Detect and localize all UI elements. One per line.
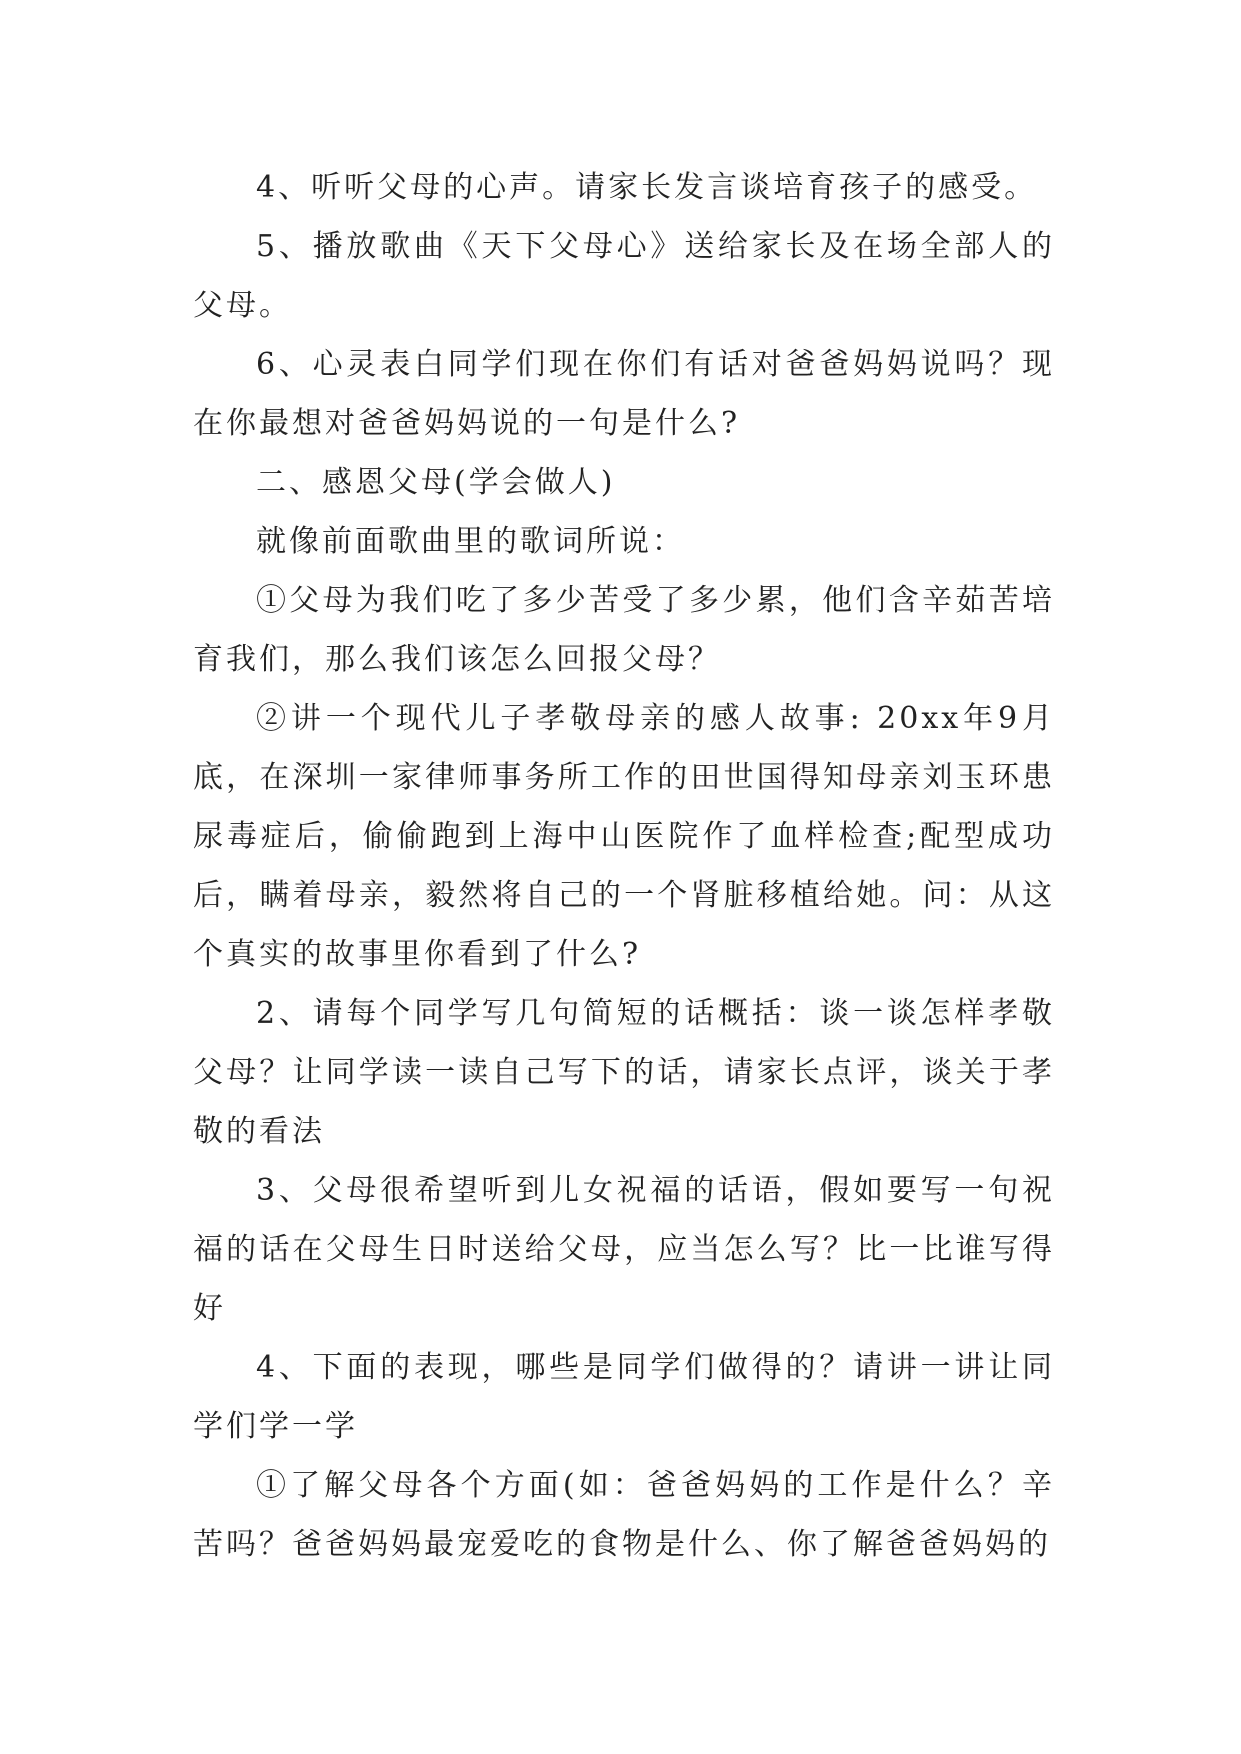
paragraph-item-1-repay-parents: ①父母为我们吃了多少苦受了多少累，他们含辛茹苦培育我们，那么我们该怎么回报父母？ xyxy=(193,583,1055,677)
paragraph-write-sentences: 2、请每个同学写几句简短的话概括：谈一谈怎样孝敬父母？让同学读一读自己写下的话，请家长点评，谈关于孝敬的看法 xyxy=(193,996,1055,1149)
paragraph-item-2-filial-story: ②讲一个现代儿子孝敬母亲的感人故事: 20xx年9月底，在深圳一家律师事务所工作的田世国得知母亲刘玉环患尿毒症后，偷偷跑到上海中山医院作了血样检查;配型成功后，瞒着母亲，毅然将自己的一个肾脏移植给她。问：从这个真实的故事里你看到了什么? xyxy=(193,701,1055,972)
section-heading-gratitude: 二、感恩父母(学会做人) xyxy=(256,465,616,500)
paragraph-behaviors: 4、下面的表现，哪些是同学们做得的？请讲一讲让同学们学一学 xyxy=(193,1350,1055,1444)
paragraph-listen-parents: 4、听听父母的心声。请家长发言谈培育孩子的感受。 xyxy=(256,170,1038,205)
document-body xyxy=(193,158,1055,1574)
paragraph-heart-confession: 6、心灵表白同学们现在你们有话对爸爸妈妈说吗？现在你最想对爸爸妈妈说的一句是什么? xyxy=(193,347,1055,441)
paragraph-understand-parents: ①了解父母各个方面(如：爸爸妈妈的工作是什么？辛苦吗？爸爸妈妈最宠爱吃的食物是什么、你了解爸爸妈妈的 xyxy=(193,1468,1055,1562)
paragraph-play-song: 5、播放歌曲《天下父母心》送给家长及在场全部人的父母。 xyxy=(193,229,1055,323)
paragraph-song-lyrics-intro: 就像前面歌曲里的歌词所说： xyxy=(256,524,685,559)
paragraph-birthday-blessing: 3、父母很希望听到儿女祝福的话语，假如要写一句祝福的话在父母生日时送给父母，应当怎么写？比一比谁写得好 xyxy=(193,1173,1055,1326)
